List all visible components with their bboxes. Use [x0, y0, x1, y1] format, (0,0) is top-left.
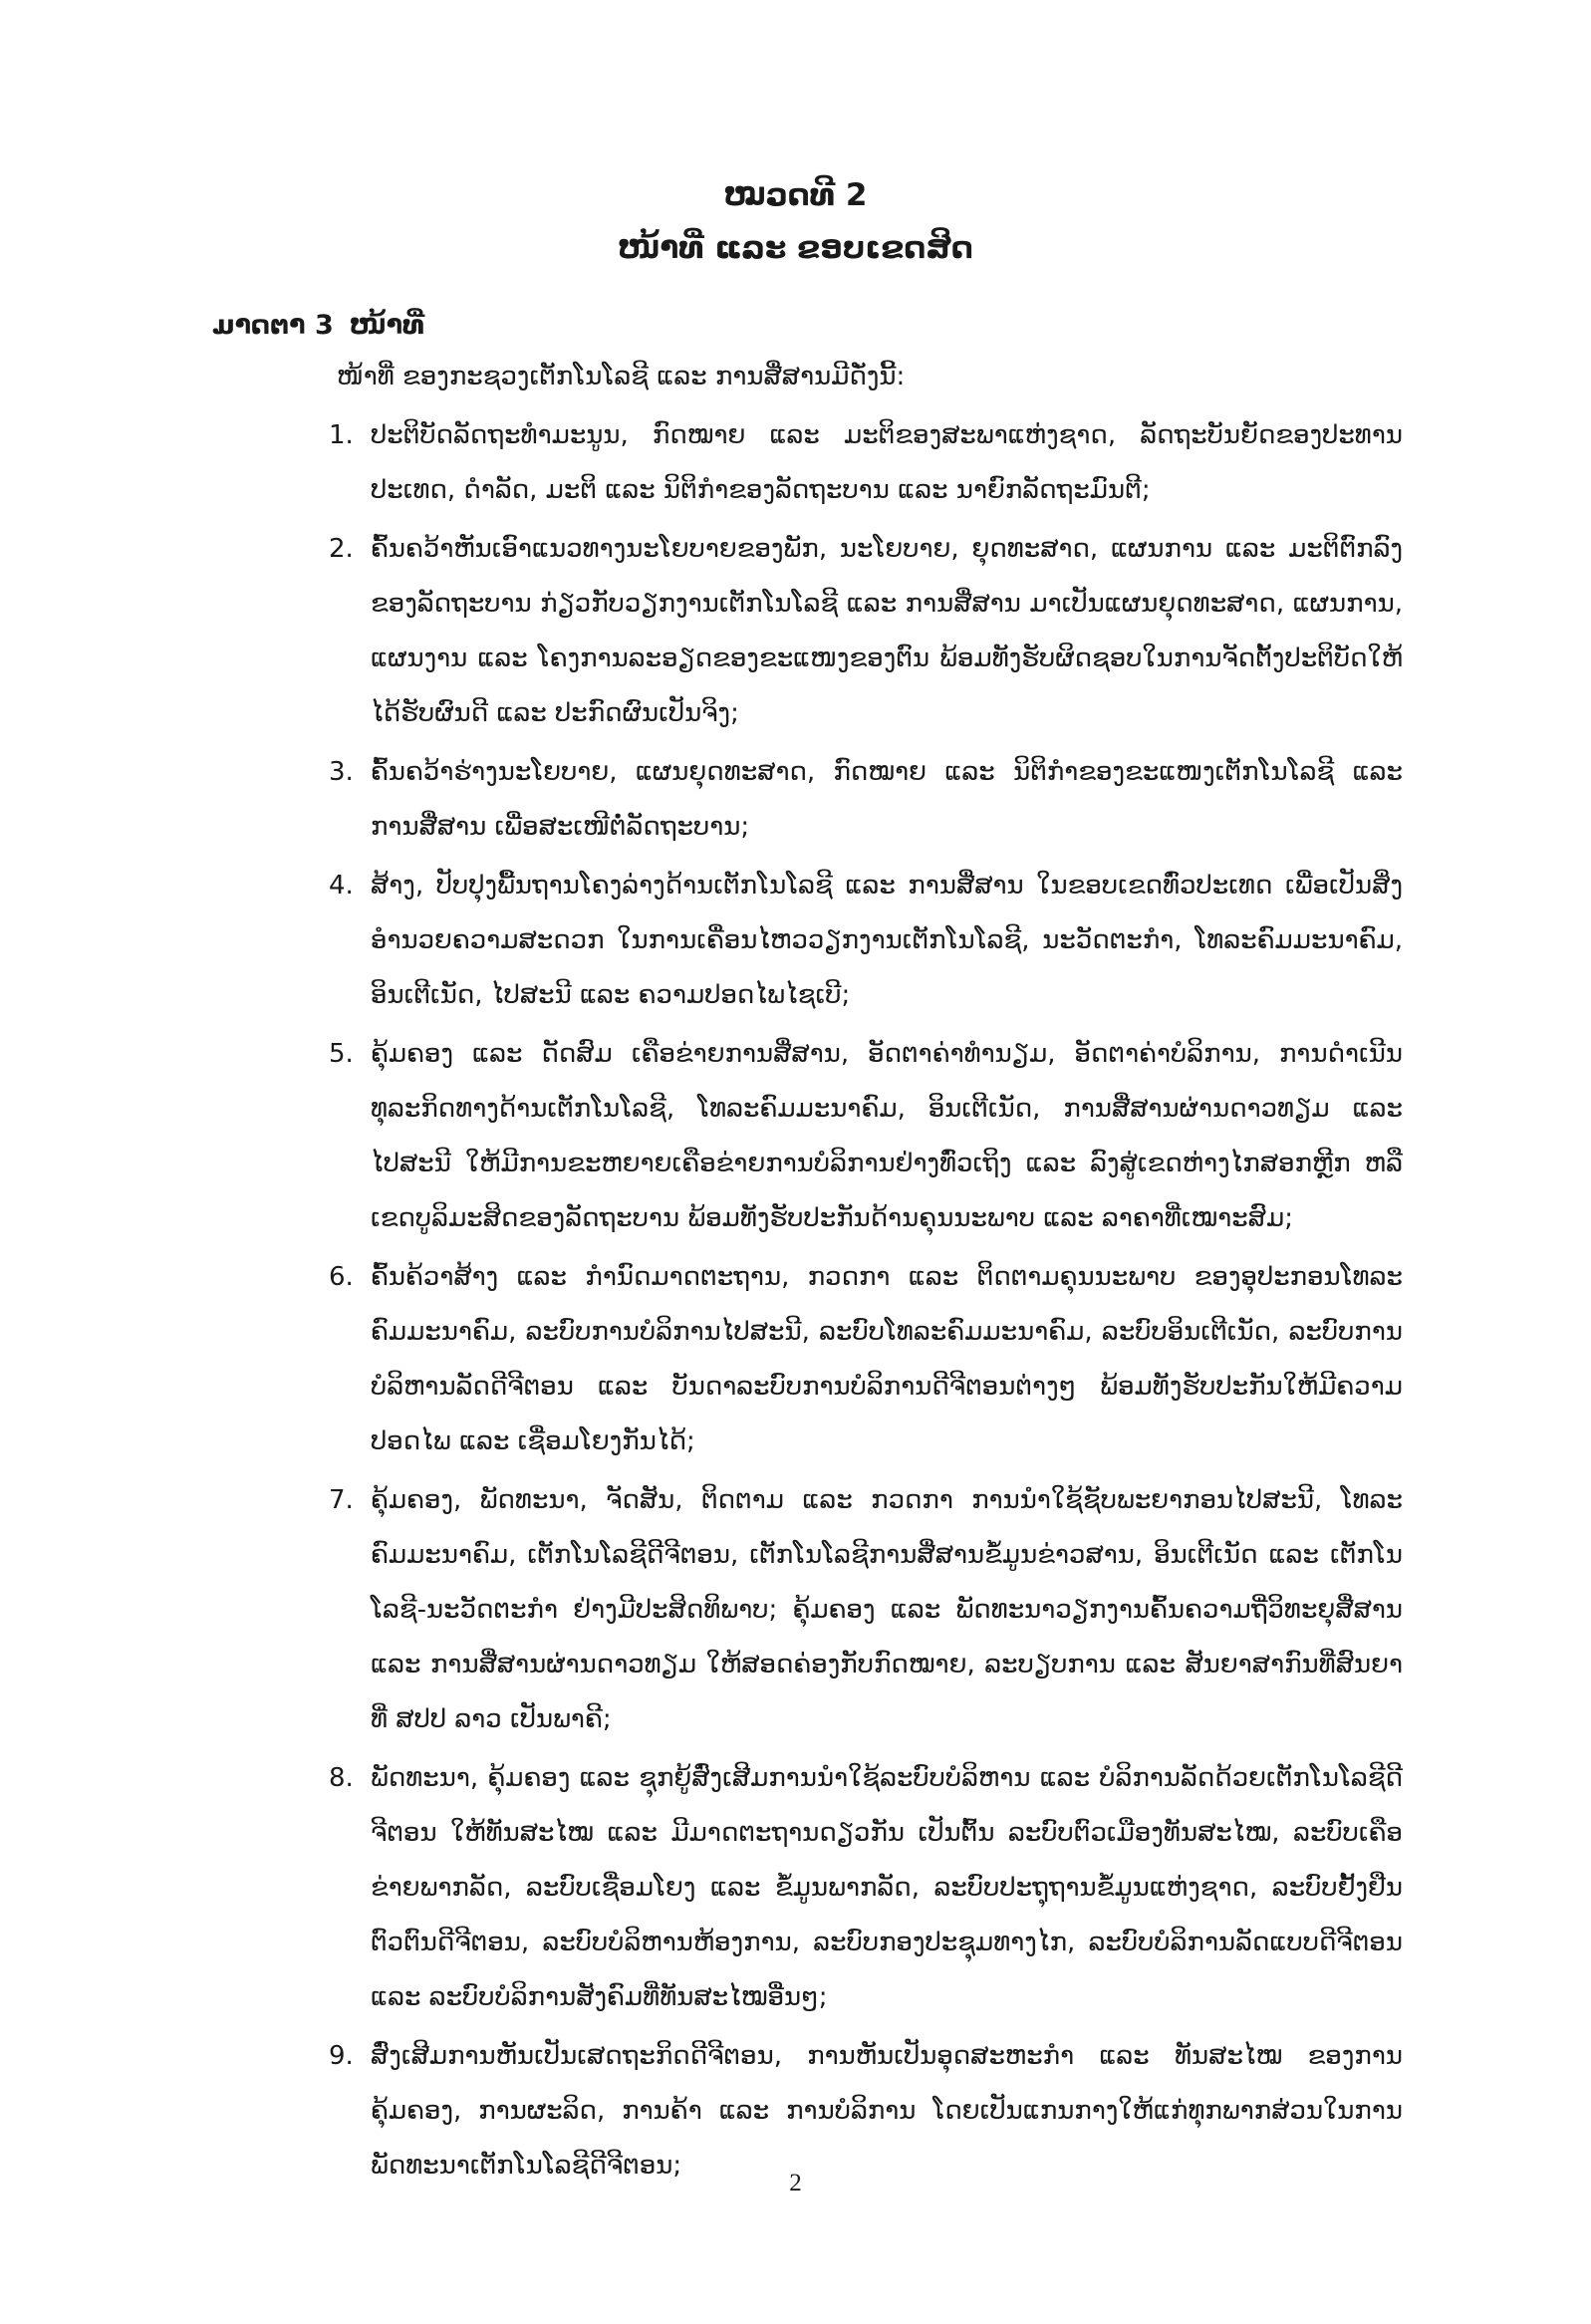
list-item [329, 859, 1403, 1023]
item-text: ຄຸ້ມຄອງ ແລະ ດັດສົມ ເຄືອຂ່າຍການສື່ສານ, ອັດຕາຄ່າທຳນຽມ, ອັດຕາຄ່າບໍລິການ, ການດຳເນີນທຸລະກິດທາງດ້ານເຕັກໂນໂລຊີ, ໂທລະຄົມມະນາຄົມ, ອິນເຕີເນັດ, ການສື່ສານຜ່ານດາວທຽມ ແລະ ໄປສະນີ ໃຫ້ມີການຂະຫຍາຍເຄືອຂ່າຍການບໍລິການຢ່າງທົ່ວເຖິງ ແລະ ລົງສູ່ເຂດຫ່າງໄກສອກຫຼີກ ຫລື ເຂດບູລິມະສິດຂອງລັດຖະບານ ພ້ອມທັງຮັບປະກັນດ້ານຄຸນນະພາບ ແລະ ລາຄາທີ່ເໝາະສົມ; [371, 1039, 1403, 1233]
item-number: 6. [329, 1262, 354, 1292]
article-title: ໜ້າທີ່ [349, 310, 425, 341]
item-number: 4. [329, 871, 354, 901]
chapter-number: ໝວດທີ 2 [723, 177, 868, 213]
chapter-title: ໜ້າທີ່ ແລະ ຂອບເຂດສິດ [618, 230, 973, 266]
item-text: ສ້າງ, ປັບປຸງພື້ນຖານໂຄງລ່າງດ້ານເຕັກໂນໂລຊີ ແລະ ການສື່ສານ ໃນຂອບເຂດທົ່ວປະເທດ ເພື່ອເປັນສິ່ງອຳນວຍຄວາມສະດວກ ໃນການເຄື່ອນໄຫວວຽກງານເຕັກໂນໂລຊີ, ນະວັດຕະກຳ, ໂທລະຄົມມະນາຄົມ, ອິນເຕີເນັດ, ໄປສະນີ ແລະ ຄວາມປອດໄພໄຊເບີ; [371, 871, 1403, 1010]
list-item [329, 1473, 1403, 1747]
list-item [329, 522, 1403, 741]
item-number: 8. [329, 1763, 354, 1793]
item-number: 1. [329, 420, 354, 450]
item-text: ພັດທະນາ, ຄຸ້ມຄອງ ແລະ ຊຸກຍູ້ສົ່ງເສີມການນຳໃຊ້ລະບົບບໍລິຫານ ແລະ ບໍລິການລັດດ້ວຍເຕັກໂນໂລຊີດີຈີຕອນ ໃຫ້ທັນສະໄໝ ແລະ ມີມາດຕະຖານດຽວກັນ ເປັນຕົ້ນ ລະບົບຕົວເມືອງທັນສະໄໝ, ລະບົບເຄືອຂ່າຍພາກລັດ, ລະບົບເຊື່ອມໂຍງ ແລະ ຂໍ້ມູນພາກລັດ, ລະບົບປະຖຸຖານຂໍ້ມູນແຫ່ງຊາດ, ລະບົບຢັ້ງຢືນຕົວຕົນດີຈີຕອນ, ລະບົບບໍລິຫານຫ້ອງການ, ລະບົບກອງປະຊຸມທາງໄກ, ລະບົບບໍລິການລັດແບບດີຈີຕອນ ແລະ ລະບົບບໍລິການສັງຄົມທີ່ທັນສະໄໝອື່ນໆ; [371, 1763, 1403, 2012]
article-intro: ໜ້າທີ່ ຂອງກະຊວງເຕັກໂນໂລຊີ ແລະ ການສື່ສານມີດັ່ງນີ້: [337, 362, 906, 391]
article-heading [212, 306, 440, 346]
list-item [329, 408, 1403, 518]
item-text: ຄຸ້ມຄອງ, ພັດທະນາ, ຈັດສັນ, ຕິດຕາມ ແລະ ກວດກາ ການນຳໃຊ້ຊັບພະຍາກອນໄປສະນີ, ໂທລະຄົມມະນາຄົມ, ເຕັກໂນໂລຊີດີຈີຕອນ, ເຕັກໂນໂລຊີການສື່ສານຂໍ້ມູນຂ່າວສານ, ອິນເຕີເນັດ ແລະ ເຕັກໂນໂລຊີ-ນະວັດຕະກຳ ຢ່າງມີປະສິດທິພາບ; ຄຸ້ມຄອງ ແລະ ພັດທະນາວຽກງານຄົ້ນຄວາມຖີ່ວິທະຍຸສື່ສານ ແລະ ການສື່ສານຜ່ານດາວທຽມ ໃຫ້ສອດຄ່ອງກັບກົດໝາຍ, ລະບຽບການ ແລະ ສັນຍາສາກົນທີ່ສົນຍາທີ່ ສປປ ລາວ ເປັນພາຄີ; [371, 1485, 1403, 1734]
item-text: ຄົ້ນຄ້ວາສ້າງ ແລະ ກຳນົດມາດຕະຖານ, ກວດກາ ແລະ ຕິດຕາມຄຸນນະພາບ ຂອງອຸປະກອນໂທລະຄົມມະນາຄົມ, ລະບົບການບໍລິການໄປສະນີ, ລະບົບໂທລະຄົມມະນາຄົມ, ລະບົບອິນເຕີເນັດ, ລະບົບການບໍລິຫານລັດດີຈີຕອນ ແລະ ບັນດາລະບົບການບໍລິການດີຈີຕອນຕ່າງໆ ພ້ອມທັງຮັບປະກັນໃຫ້ມີຄວາມປອດໄພ ແລະ ເຊື່ອມໂຍງກັນໄດ້; [371, 1262, 1403, 1456]
list-item [329, 745, 1403, 855]
list-item [329, 1027, 1403, 1246]
item-text: ຄົ້ນຄວ້າຫັນເອົາແນວທາງນະໂຍບາຍຂອງພັກ, ນະໂຍບາຍ, ຍຸດທະສາດ, ແຜນການ ແລະ ມະຕິຕົກລົງຂອງລັດຖະບານ ກ່ຽວກັບວຽກງານເຕັກໂນໂລຊີ ແລະ ການສື່ສານ ມາເປັນແຜນຍຸດທະສາດ, ແຜນການ, ແຜນງານ ແລະ ໂຄງການລະອຽດຂອງຂະແໜງຂອງຕົນ ພ້ອມທັງຮັບຜິດຊອບໃນການຈັດຕັ້ງປະຕິບັດໃຫ້ໄດ້ຮັບຜົນດີ ແລະ ປະກົດຜົນເປັນຈິງ; [371, 534, 1403, 728]
list-item [329, 1250, 1403, 1469]
item-text: ປະຕິບັດລັດຖະທຳມະນູນ, ກົດໝາຍ ແລະ ມະຕິຂອງສະພາແຫ່ງຊາດ, ລັດຖະບັນຍັດຂອງປະທານປະເທດ, ດຳລັດ, ມະຕິ ແລະ ນິຕິກຳຂອງລັດຖະບານ ແລະ ນາຍົກລັດຖະມົນຕີ; [371, 420, 1403, 505]
item-number: 5. [329, 1039, 354, 1069]
item-number: 9. [329, 2041, 354, 2071]
item-number: 2. [329, 534, 354, 564]
list-item [329, 1751, 1403, 2025]
duties-list [329, 408, 1403, 2197]
item-number: 7. [329, 1485, 354, 1515]
item-text: ສົ່ງເສີມການຫັນເປັນເສດຖະກິດດີຈີຕອນ, ການຫັນເປັນອຸດສະຫະກຳ ແລະ ທັນສະໄໝ ຂອງການຄຸ້ມຄອງ, ການຜະລິດ, ການຄ້າ ແລະ ການບໍລິການ ໂດຍເປັນແກນກາງໃຫ້ແກ່ທຸກພາກສ່ວນໃນການພັດທະນາເຕັກໂນໂລຊີດີຈີຕອນ; [371, 2041, 1403, 2181]
item-text: ຄົ້ນຄວ້າຮ່າງນະໂຍບາຍ, ແຜນຍຸດທະສາດ, ກົດໝາຍ ແລະ ນິຕິກຳຂອງຂະແໜງເຕັກໂນໂລຊີ ແລະ ການສື່ສານ ເພື່ອສະເໜີຕໍ່ລັດຖະບານ; [371, 757, 1403, 842]
article-number: ມາດຕາ 3 [212, 310, 334, 341]
page-number: 2 [789, 2170, 802, 2196]
item-number: 3. [329, 757, 354, 787]
